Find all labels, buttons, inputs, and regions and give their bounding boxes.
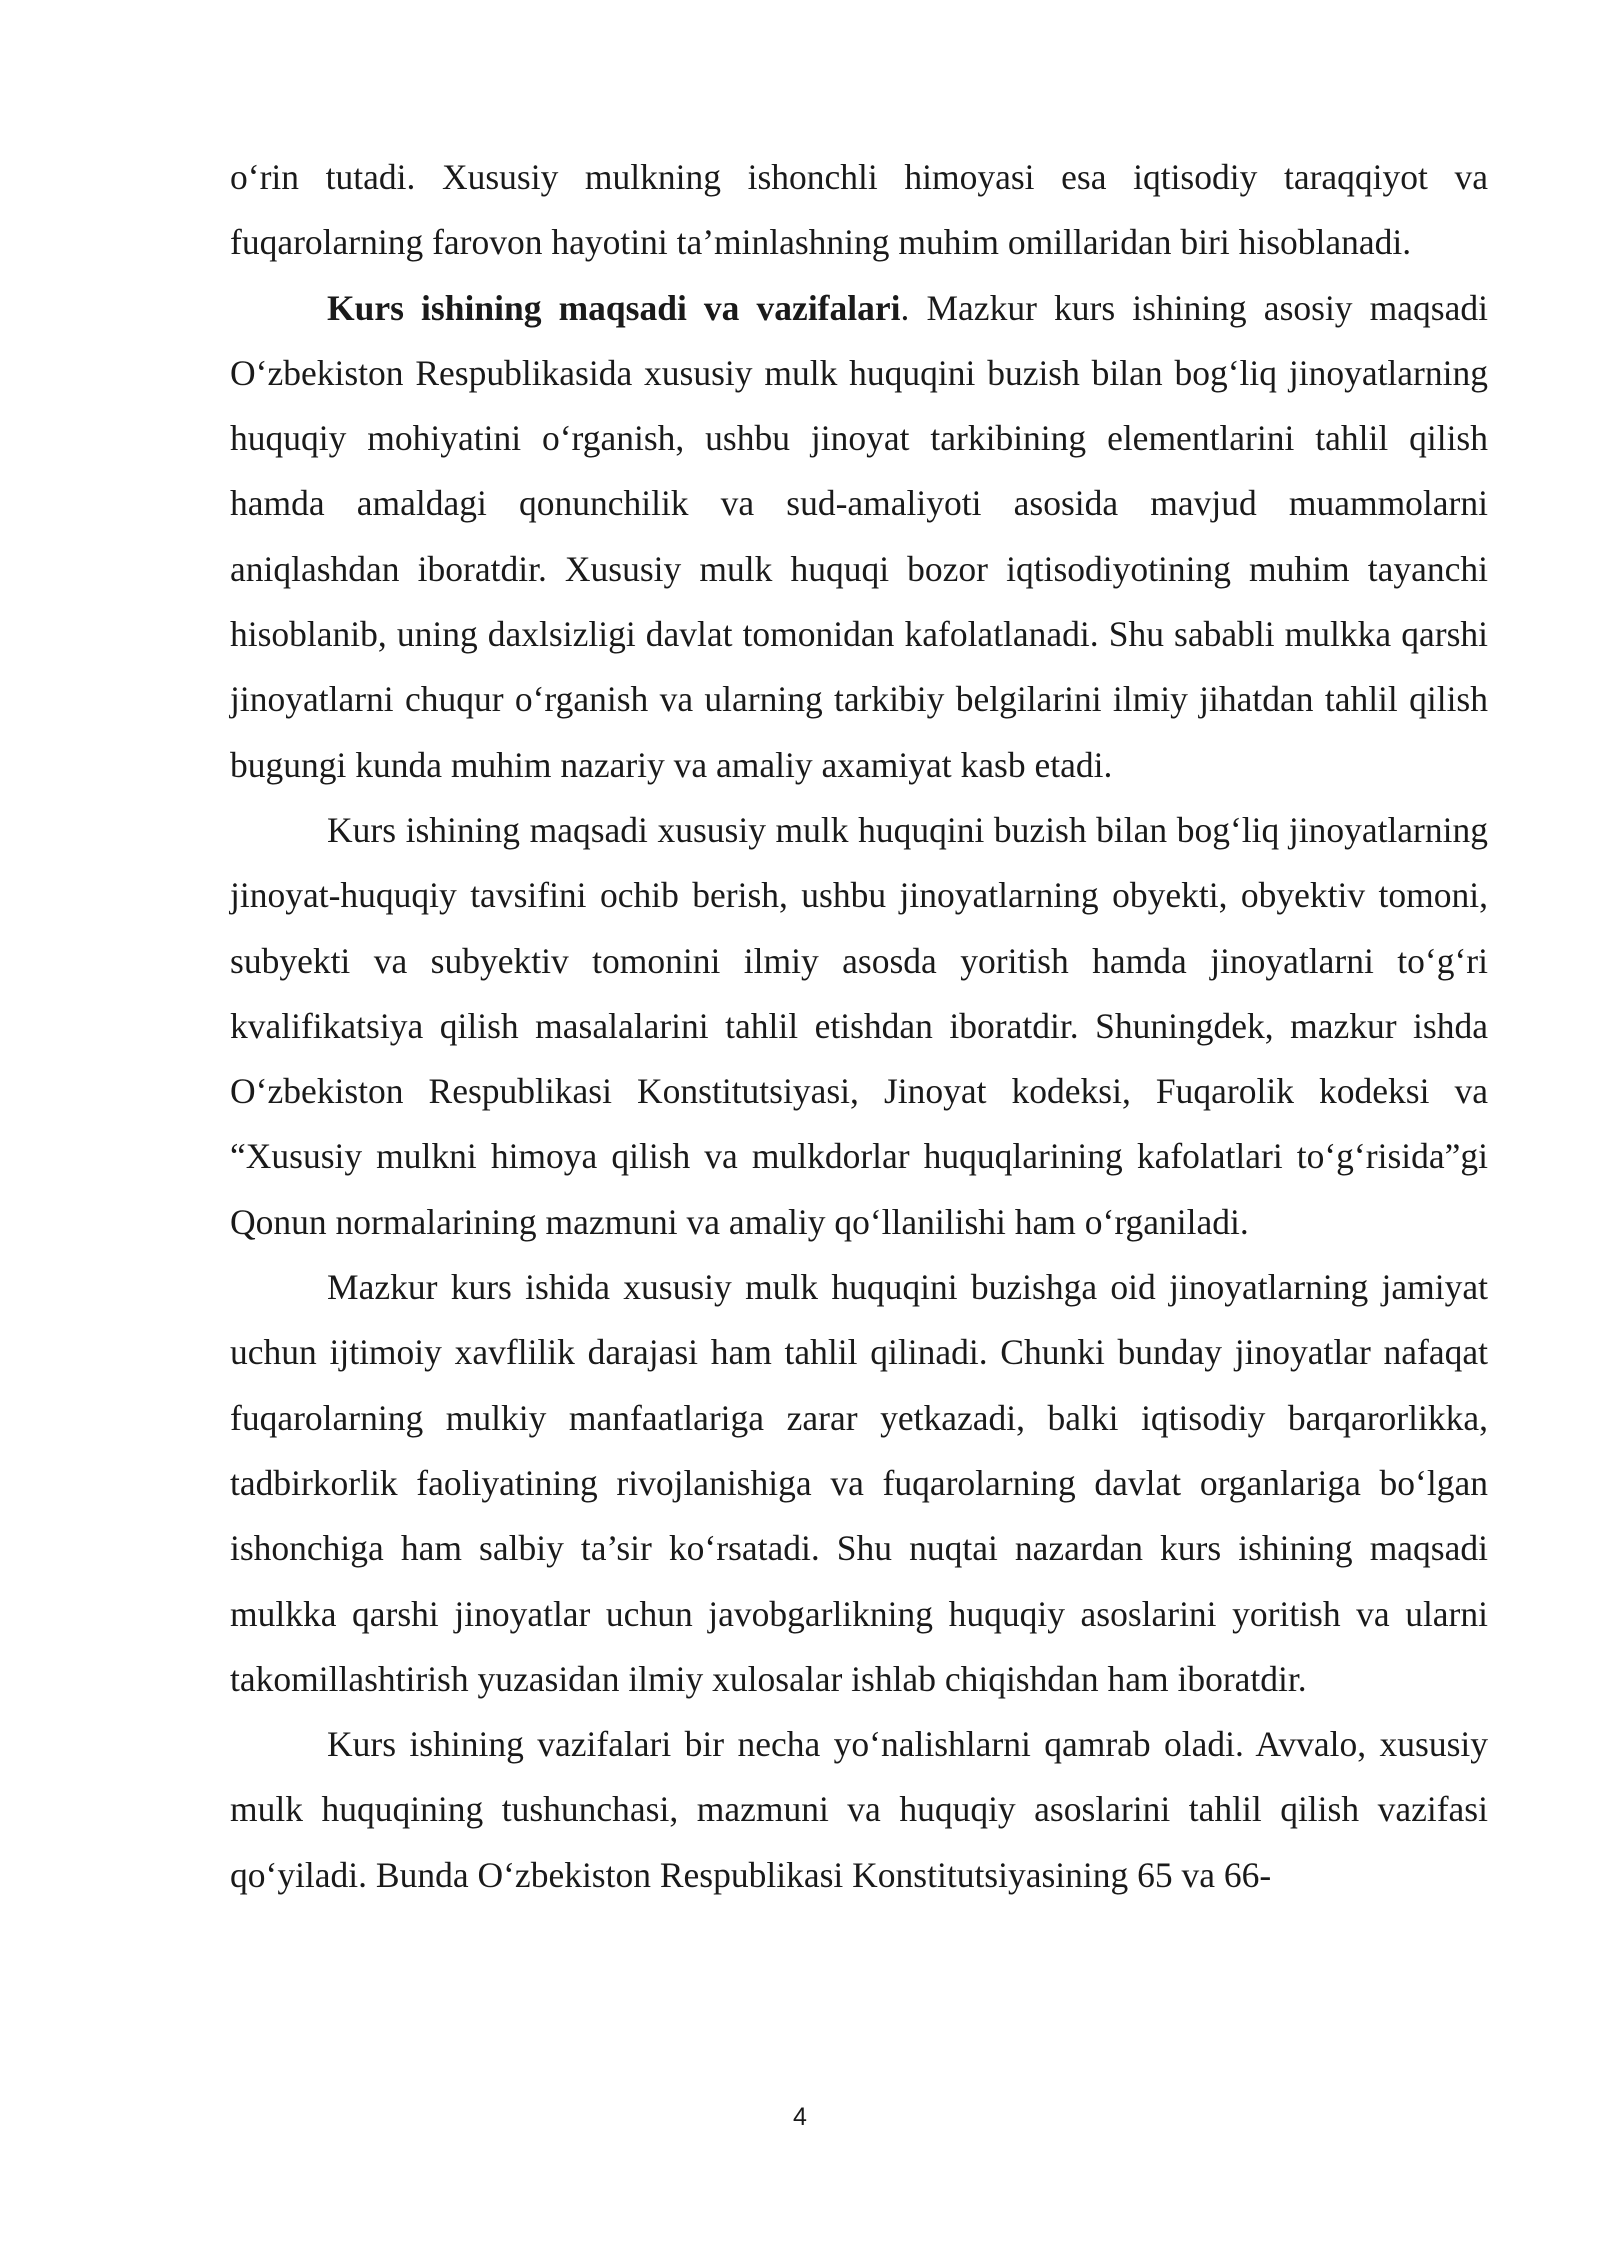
page-number: 4 xyxy=(793,2103,807,2131)
section-heading-inline: Kurs ishining maqsadi va vazifalari xyxy=(327,287,901,328)
paragraph-1-text: o‘rin tutadi. Xususiy mulkning ishonchli himoyasi esa iqtisodiy taraqqiyot va fuqarolarning farovon hayotini ta’minlashning muhim omillaridan biri hisoblanadi. xyxy=(230,157,1488,263)
paragraph-3-text: Kurs ishining maqsadi xususiy mulk huquqini buzish bilan bog‘liq jinoyatlarning jinoyat-huquqiy tavsifini ochib berish, ushbu jinoyatlarning obyekti, obyektiv tomoni, subyekti va subyektiv tomonini ilmiy asosda yoritish hamda jinoyatlarni to‘g‘ri kvalifikatsiya qilish masalalarini tahlil etishdan iboratdir. Shuningdek, mazkur ishda O‘zbekiston Respublikasi Konstitutsiyasi, Jinoyat kodeksi, Fuqarolik kodeksi va “Xususiy mulkni himoya qilish va mulkdorlar huquqlarining kafolatlari to‘g‘risida”gi Qonun normalarining mazmuni va amaliy qo‘llanilishi ham o‘rganiladi. xyxy=(230,809,1488,1242)
paragraph-4 xyxy=(230,1255,1488,1712)
paragraph-2-text: . Mazkur kurs ishining asosiy maqsadi O‘zbekiston Respublikasida xususiy mulk huquqini buzish bilan bog‘liq jinoyatlarning huquqiy mohiyatini o‘rganish, ushbu jinoyat tarkibining elementlarini tahlil qilish hamda amaldagi qonunchilik va sud-amaliyoti asosida mavjud muammolarni aniqlashdan iboratdir. Xususiy mulk huquqi bozor iqtisodiyotining muhim tayanchi hisoblanib, uning daxlsizligi davlat tomonidan kafolatlanadi. Shu sababli mulkka qarshi jinoyatlarni chuqur o‘rganish va ularning tarkibiy belgilarini ilmiy jihatdan tahlil qilish bugungi kunda muhim nazariy va amaliy axamiyat kasb etadi. xyxy=(230,287,1488,785)
paragraph-4-text: Mazkur kurs ishida xususiy mulk huquqini buzishga oid jinoyatlarning jamiyat uchun ijtimoiy xavflilik darajasi ham tahlil qilinadi. Chunki bunday jinoyatlar nafaqat fuqarolarning mulkiy manfaatlariga zarar yetkazadi, balki iqtisodiy barqarorlikka, tadbirkorlik faoliyatining rivojlanishiga va fuqarolarning davlat organlariga bo‘lgan ishonchiga ham salbiy ta’sir ko‘rsatadi. Shu nuqtai nazardan kurs ishining maqsadi mulkka qarshi jinoyatlar uchun javobgarlikning huquqiy asoslarini yoritish va ularni takomillashtirish yuzasidan ilmiy xulosalar ishlab chiqishdan ham iboratdir. xyxy=(230,1267,1488,1699)
paragraph-5-text: Kurs ishining vazifalari bir necha yo‘nalishlarni qamrab oladi. Avvalo, xususiy mulk huquqining tushunchasi, mazmuni va huquqiy asoslarini tahlil qilish vazifasi qo‘yiladi. Bunda O‘zbekiston Respublikasi Konstitutsiyasining 65 va 66- xyxy=(230,1724,1488,1895)
paragraph-2 xyxy=(230,276,1488,798)
paragraph-5 xyxy=(230,1712,1488,1908)
document-body xyxy=(230,145,1488,1908)
paragraph-1 xyxy=(230,145,1488,276)
paragraph-3 xyxy=(230,798,1488,1255)
